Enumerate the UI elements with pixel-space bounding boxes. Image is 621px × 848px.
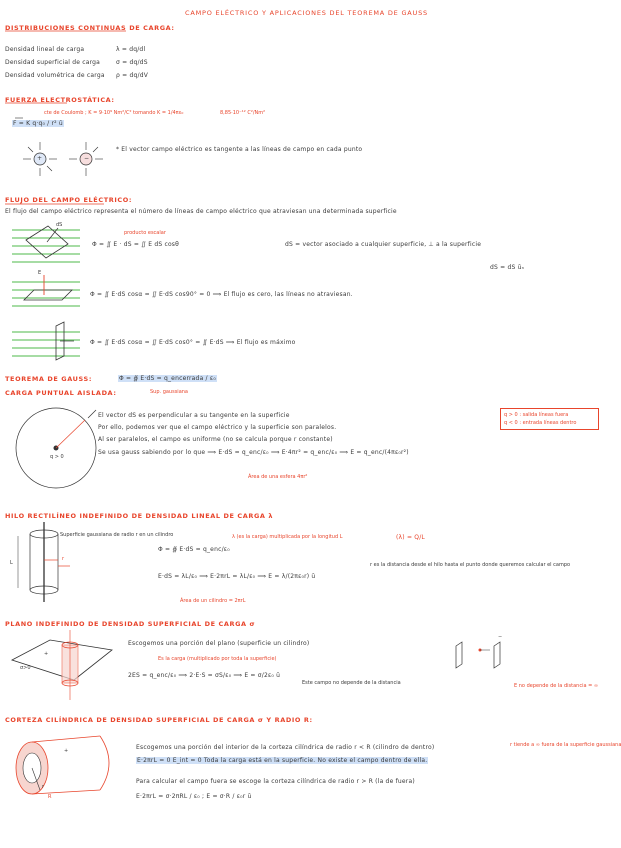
puntual-line: Por ello, podemos ver que el campo eléctrico y la superficie son paralelos. [98, 424, 337, 431]
e-label: E [38, 270, 42, 276]
section-heading-hilo: HILO RECTILÍNEO INDEFINIDO DE DENSIDAD LINEAL DE CARGA λ [5, 512, 274, 520]
note-line: q < 0 : entrada líneas dentro [504, 420, 577, 426]
plane-result-note: Este campo no depende de la distancia [302, 680, 401, 686]
density-row-label: Densidad volumétrica de carga [5, 72, 105, 79]
puntual-line: Al ser paralelos, el campo es uniforme (no se calcula porque r constante) [98, 436, 333, 443]
density-row-label: Densidad superficial de carga [5, 59, 101, 66]
dot-product-note: producto escalar [124, 230, 166, 236]
density-row-formula: σ = dq/dS [116, 59, 148, 66]
corteza-inner-field: E·2πrL = 0 E_int = 0 Toda la carga está en la superficie. No existe el campo dentro de ella. [137, 757, 428, 764]
section-heading-flujo: FLUJO DEL CAMPO ELÉCTRICO: [5, 196, 133, 204]
plates-drawing [456, 642, 500, 668]
page-title: CAMPO ELÉCTRICO Y APLICACIONES DEL TEOREMA DE GAUSS [185, 9, 428, 17]
epsilon-note: 8,85·10⁻¹² C²/Nm² [220, 110, 266, 116]
puntual-gauss-equation: Se usa gauss sabiendo por lo que ⟹ E·dS = q_enc/ε₀ ⟹ E·4πr² = q_enc/ε₀ ⟹ E = q_enc/(4πε₀r²) [98, 449, 409, 456]
minus-sign: − [84, 155, 90, 162]
charge-length-note: λ (es la carga) multiplicada por la longitud L [232, 534, 343, 540]
length-label: L [10, 560, 13, 566]
plus-sign: + [44, 651, 49, 657]
flux-diagram-tilted [12, 230, 80, 262]
ds-formula: dS = dS ūₙ [490, 264, 525, 271]
flux-equation-3: Φ = ∬ E·dS cosα = ∬ E·dS cos0° = ∬ E·dS ⟹ El flujo es máximo [90, 339, 296, 346]
flux-equation-2: Φ = ∬ E·dS cosα = ∬ E·dS cos90° = 0 ⟹ El flujo es cero, las líneas no atraviesan. [90, 291, 353, 298]
coulomb-constant-note: cte de Coulomb ; K = 9·10⁹ Nm²/C² tomando K = 1/4πε₀ [44, 110, 184, 116]
section-heading-distribuciones: DISTRIBUCIONES CONTINUAS DE CARGA: [5, 24, 175, 32]
wire-gauss-equation: Φ = ∯ E·dS = q_enc/ε₀ [158, 546, 230, 553]
radius-label: r [62, 556, 65, 562]
shell-radius-label: R [48, 794, 52, 800]
flux-intro: El flujo del campo eléctrico representa el número de líneas de campo eléctrico que atraviesan una determinada superficie [5, 208, 397, 215]
corteza-outer-field: E·2πrL = σ·2πRL / ε₀ ; E = σ·R / ε₀r ū [136, 793, 252, 800]
radius-label: r [42, 784, 45, 790]
cylinder-area-note: Área de un cilindro = 2πrL [180, 598, 246, 604]
density-row-label: Densidad lineal de carga [5, 46, 85, 53]
section-heading-fuerza: FUERZA ELECTROSTÁTICA: [5, 96, 115, 104]
note-line: q > 0 : salida líneas fuera [504, 412, 569, 418]
puntual-line: El vector dS es perpendicular a su tangente en la superficie [98, 412, 290, 419]
flux-diagram-perpendicular [12, 332, 80, 356]
sigma-label: σ>0 [20, 665, 31, 671]
flux-equation-1: Φ = ∬ E · dS = ∬ E dS cosθ [92, 241, 180, 248]
section-heading-gauss: TEOREMA DE GAUSS: [5, 375, 93, 383]
density-row-formula: ρ = dq/dV [116, 72, 149, 79]
plane-side-note: E no depende de la distancia = ∞ [514, 683, 599, 689]
flux-diagram-parallel [12, 282, 80, 306]
sphere-area-note: Área de una esfera 4πr² [248, 474, 308, 480]
point-charge-label: q > 0 [50, 454, 64, 460]
gaussian-surface-note: Superficie gaussiana de radio r en un cilindro [60, 532, 174, 538]
corteza-side-note: r tiende a ∞ fuera de la superficie gaussiana [510, 742, 621, 748]
point-charge-sphere-drawing [16, 408, 96, 488]
plane-field-equation: 2ES = q_enc/ε₀ ⟹ 2·E·S = σS/ε₀ ⟹ E = σ/2ε₀ ū [128, 672, 281, 679]
corteza-line: Para calcular el campo fuera se escoge la corteza cilíndrica de radio r > R (la de fuera) [136, 778, 415, 785]
cylindrical-shell-drawing [16, 736, 109, 794]
plane-intro: Escogemos una porción del plano (superficie un cilindro) [128, 640, 310, 647]
shell-charge-sign: + [64, 748, 69, 754]
charge-sign-note-box [500, 408, 599, 430]
wire-field-equation: E·dS = λL/ε₀ ⟹ E·2πrL = λL/ε₀ ⟹ E = λ/(2πε₀r) ū [158, 573, 316, 580]
plus-sign: + [37, 155, 43, 162]
section-heading-corteza: CORTEZA CILÍNDRICA DE DENSIDAD SUPERFICIAL DE CARGA σ Y RADIO R: [5, 716, 313, 724]
plane-charge-note: Es la carga (multiplicado por toda la superficie) [158, 656, 277, 662]
lambda-definition: (λ) = Q/L [396, 534, 425, 541]
coulomb-formula: F = K q·q₀ / r² ū [13, 120, 63, 127]
gauss-surface-note: Sup. gaussiana [150, 389, 188, 395]
corteza-line: Escogemos una porción del interior de la corteza cilíndrica de radio r < R (cilindro de dentro) [136, 744, 435, 751]
section-heading-plano: PLANO INDEFINIDO DE DENSIDAD SUPERFICIAL DE CARGA σ [5, 620, 256, 628]
gauss-formula: Φ = ∯ E·dS = q_encerrada / ε₀ [119, 375, 216, 382]
ds-definition: dS = vector asociado a cualquier superficie, ⊥ a la superficie [285, 241, 482, 248]
ds-label: dS [56, 222, 63, 228]
field-line-note: * El vector campo eléctrico es tangente a las líneas de campo en cada punto [116, 146, 363, 153]
section-heading-puntual: CARGA PUNTUAL AISLADA: [5, 389, 117, 397]
minus-sign: − [498, 634, 503, 640]
density-row-formula: λ = dq/dl [116, 46, 146, 53]
distance-note: r es la distancia desde el hilo hasta el punto donde queremos calcular el campo [370, 562, 571, 568]
